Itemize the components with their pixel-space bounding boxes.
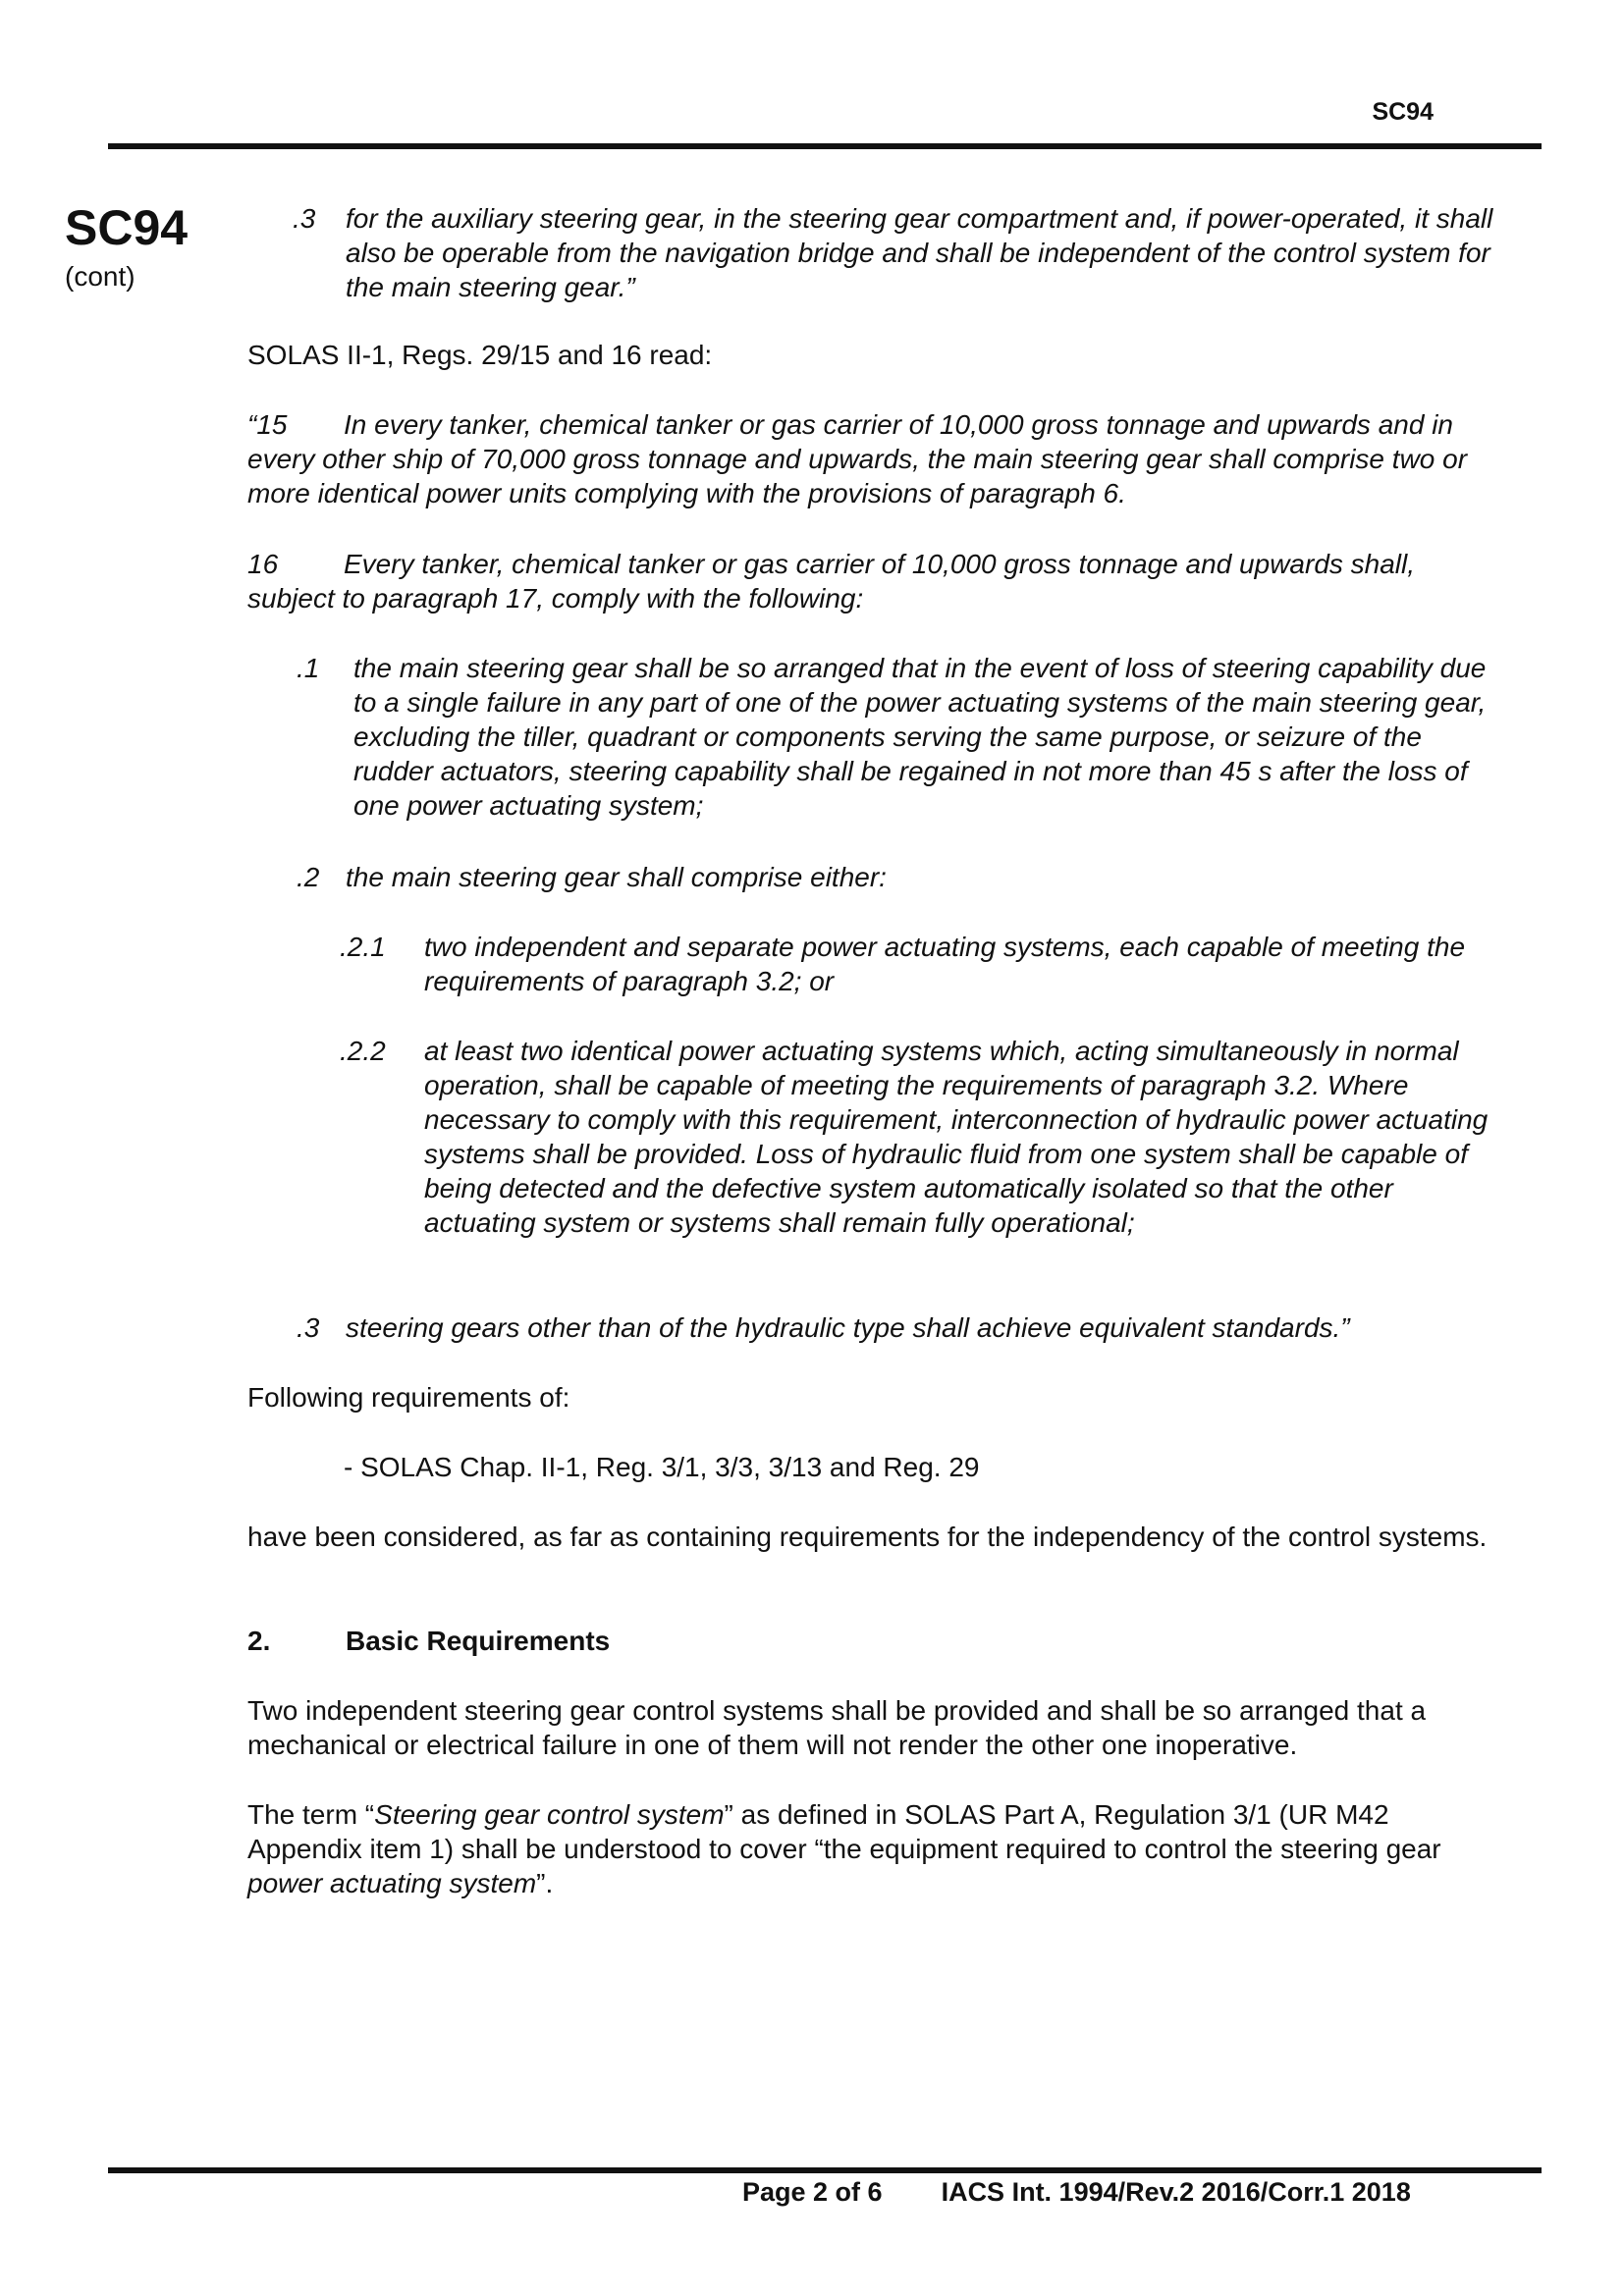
header-code: SC94 — [1372, 98, 1434, 126]
reg-15-text: In every tanker, chemical tanker or gas carrier of 10,000 gross tonnage and upwards and in every other ship of 70,000 gross tonnage and upwards, the main steering gear shall comprise two or more identical power units complying with the provisions of paragraph 6. — [247, 409, 1468, 508]
solas-list-item: - SOLAS Chap. II-1, Reg. 3/1, 3/3, 3/13 and Reg. 29 — [344, 1452, 980, 1482]
margin-cont: (cont) — [65, 261, 135, 292]
item-2-1-text: two independent and separate power actuating systems, each capable of meeting the requirements of paragraph 3.2; or — [424, 932, 1466, 996]
bp2-d: power actuating system — [247, 1868, 537, 1898]
item-2-2-text: at least two identical power actuating systems which, acting simultaneously in normal operation, shall be capable of meeting the requirements of paragraph 3.2. Where necessary to comply with this requirement, interconnection of hydraulic power actuating systems shall be provided. Loss of hydraulic fluid from one system shall be capable of being detected and the defective system automatically isolated so that the other actuating system or systems shall remain fully operational; — [424, 1036, 1489, 1238]
reg-16 — [247, 547, 1504, 615]
reg-16-text: Every tanker, chemical tanker or gas carrier of 10,000 gross tonnage and upwards shall, subject to paragraph 17, comply with the following: — [247, 549, 1416, 614]
footer-ref: IACS Int. 1994/Rev.2 2016/Corr.1 2018 — [941, 2177, 1411, 2207]
item-3-aux-num: .3 — [293, 203, 316, 234]
header-rule — [108, 143, 1542, 149]
basic-requirements-p2 — [247, 1797, 1504, 1900]
reg-15 — [247, 407, 1504, 510]
item-1-num: .1 — [297, 653, 320, 683]
margin-code: SC94 — [65, 200, 189, 255]
item-3-aux-text-content: for the auxiliary steering gear, in the steering gear compartment and, if power-operated, it shall also be operable from the navigation bridge and shall be independent of the control system for the main steering gear.” — [346, 203, 1493, 302]
item-1-text: the main steering gear shall be so arranged that in the event of loss of steering capability due to a single failure in any part of one of the power actuating systems of the main steering gear, excluding the tiller, quadrant or components serving the same purpose, or seizure of the rudder actuators, steering capability shall be regained in not more than 45 s after the loss of one power actuating system; — [353, 653, 1487, 821]
reg-16-num: 16 — [247, 549, 279, 579]
item-3-aux-text — [346, 201, 1504, 304]
reg-15-num: “15 — [247, 409, 288, 440]
item-3-text: steering gears other than of the hydraulic type shall achieve equivalent standards.” — [346, 1312, 1350, 1343]
item-2-text: the main steering gear shall comprise either: — [346, 862, 887, 892]
section-2-num: 2. — [247, 1626, 271, 1656]
bp2-c: ” as defined in SOLAS Part A, Regulation 3/1 (UR M42 Appendix item 1) shall be understood to cover “the equipment required to control the steering gear — [247, 1799, 1441, 1864]
item-2-2-num: .2.2 — [340, 1036, 386, 1066]
item-3-num: .3 — [297, 1312, 320, 1343]
solas-intro: SOLAS II-1, Regs. 29/15 and 16 read: — [247, 340, 713, 370]
following-text: Following requirements of: — [247, 1382, 570, 1413]
basic-requirements-p1: Two independent steering gear control systems shall be provided and shall be so arranged that a mechanical or electrical failure in one of them will not render the other one inoperative. — [247, 1695, 1427, 1760]
section-2-title: Basic Requirements — [346, 1626, 611, 1656]
footer-page: Page 2 of 6 — [742, 2177, 883, 2207]
bp2-a: The term “ — [247, 1799, 375, 1830]
bp2-e: ”. — [536, 1868, 554, 1898]
considered-text: have been considered, as far as containing requirements for the independency of the control systems. — [247, 1522, 1488, 1552]
item-2-1-num: .2.1 — [340, 932, 386, 962]
bp2-b: Steering gear control system — [374, 1799, 725, 1830]
footer-rule — [108, 2167, 1542, 2173]
footer — [742, 2177, 1411, 2208]
item-2-num: .2 — [297, 862, 320, 892]
